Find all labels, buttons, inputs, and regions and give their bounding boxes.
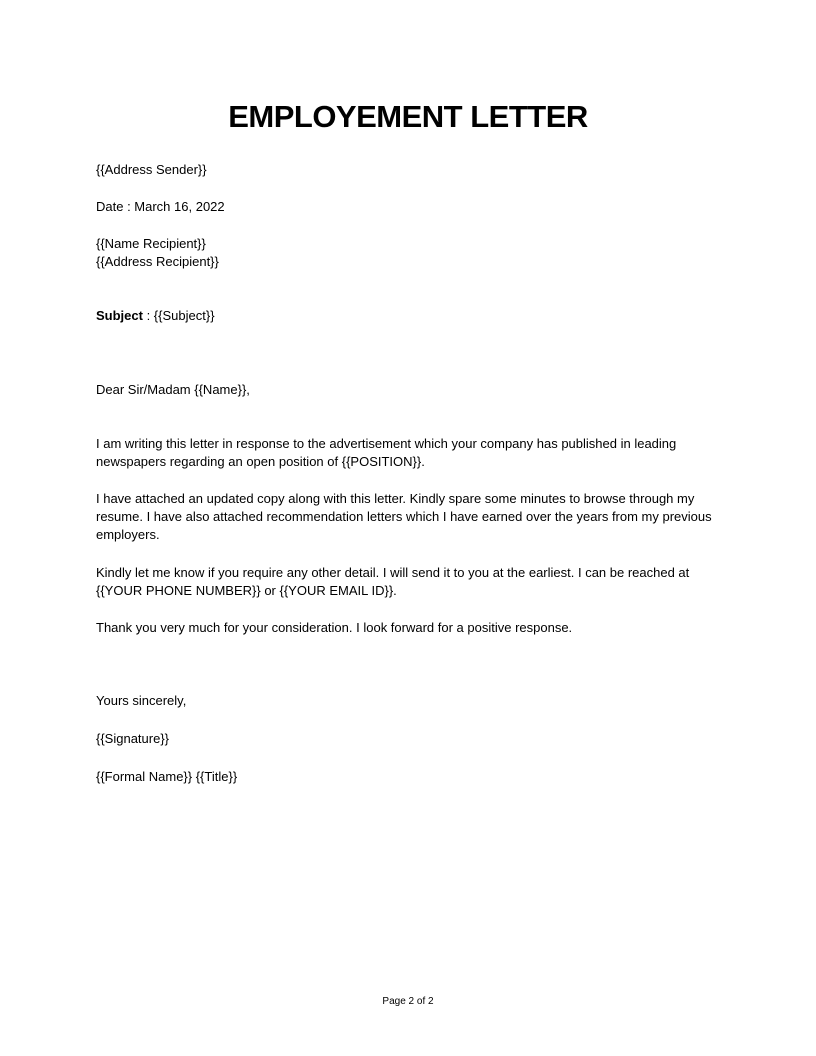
date-line: Date : March 16, 2022: [96, 199, 225, 214]
formal-name-title: {{Formal Name}} {{Title}}: [96, 769, 238, 784]
salutation: Dear Sir/Madam {{Name}},: [96, 382, 250, 397]
letter-title: EMPLOYEMENT LETTER: [228, 99, 588, 134]
subject-line: [96, 307, 215, 325]
subject-value: : {{Subject}}: [142, 308, 215, 323]
subject-label: Subject: [96, 308, 143, 323]
page-footer: Page 2 of 2: [382, 996, 434, 1007]
body-paragraph: I am writing this letter in response to the advertisement which your company has published in leading newspapers regarding an open position of {{POSITION}}.: [96, 436, 677, 469]
address-sender: {{Address Sender}}: [96, 162, 207, 177]
address-recipient: {{Address Recipient}}: [96, 254, 219, 269]
name-recipient: {{Name Recipient}}: [96, 236, 206, 251]
body-paragraph: Thank you very much for your consideration. I look forward for a positive response.: [96, 620, 573, 635]
body-paragraph: Kindly let me know if you require any other detail. I will send it to you at the earliest. I can be reached at {{YOUR PHONE NUMBER}} or {{YOUR EMAIL ID}}.: [96, 565, 690, 598]
signature-placeholder: {{Signature}}: [96, 731, 170, 746]
closing: Yours sincerely,: [96, 693, 187, 708]
body-paragraph: I have attached an updated copy along with this letter. Kindly spare some minutes to browse through my resume. I have also attached recommendation letters which I have earned over the years from my previous employers.: [96, 491, 712, 542]
